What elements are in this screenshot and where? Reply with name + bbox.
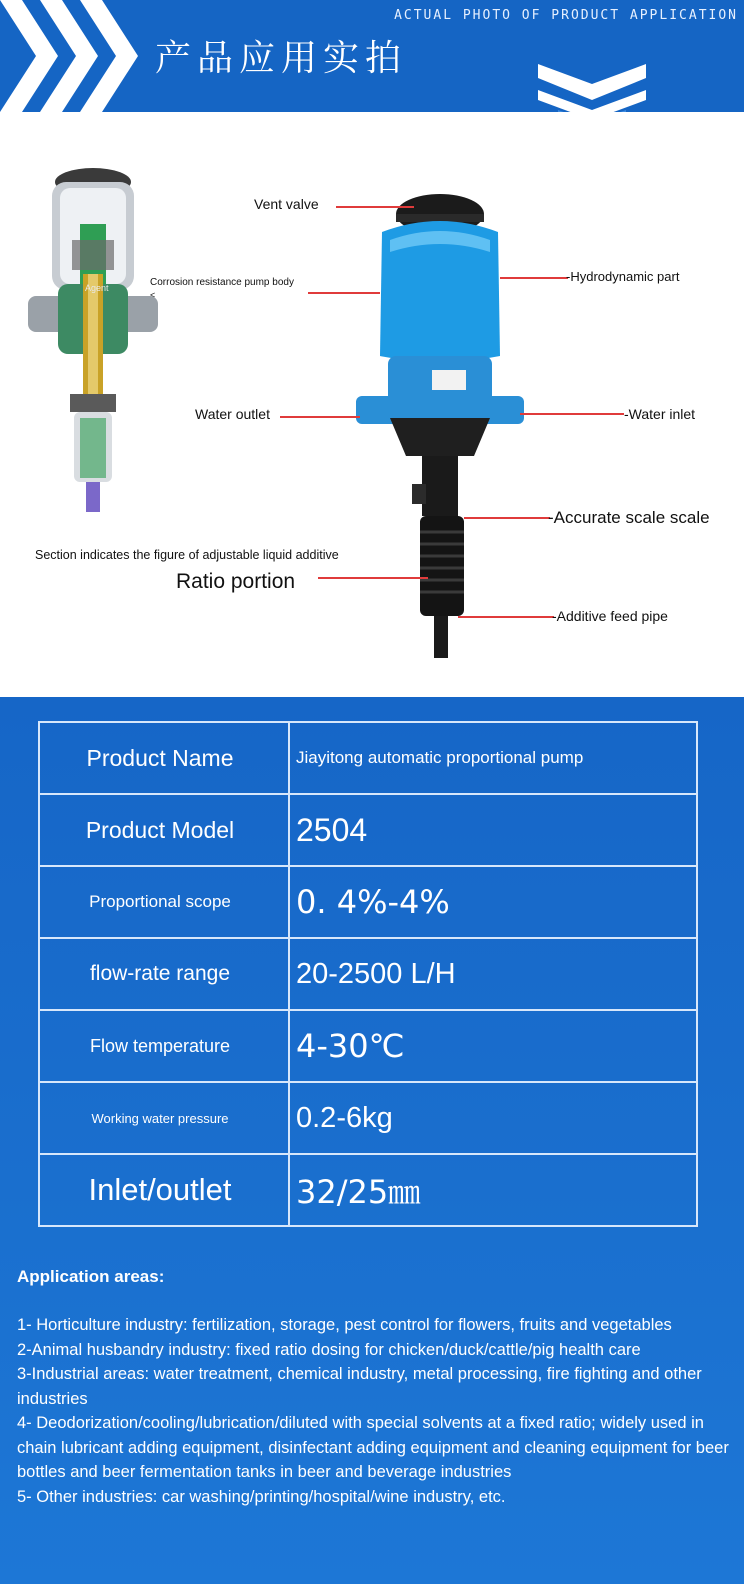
page-title: 产品应用实拍 <box>155 38 408 79</box>
header-banner <box>0 0 744 112</box>
spec-value: 0.2-6kg <box>289 1082 697 1154</box>
water-outlet-label: Water outlet <box>195 406 270 422</box>
additive-feed-label: -Additive feed pipe <box>552 608 668 624</box>
hydrodynamic-arrow <box>500 277 568 279</box>
water-outlet-arrow <box>280 416 360 418</box>
spec-key: flow-rate range <box>39 938 289 1010</box>
product-diagram <box>0 112 744 697</box>
hydrodynamic-label: -Hydrodynamic part <box>566 269 680 284</box>
table-row <box>39 1082 697 1154</box>
list-item: 5- Other industries: car washing/printing/hospital/wine industry, etc. <box>17 1487 506 1506</box>
spec-value: 0. 4%-4% <box>289 866 697 938</box>
spec-value: Jiayitong automatic proportional pump <box>289 722 697 794</box>
table-row <box>39 722 697 794</box>
spec-key: Proportional scope <box>39 866 289 938</box>
application-areas <box>17 1267 729 1509</box>
list-item: 2-Animal husbandry industry: fixed ratio dosing for chicken/duck/cattle/pig health care <box>17 1340 641 1359</box>
page-subtitle: ACTUAL PHOTO OF PRODUCT APPLICATION <box>394 8 738 23</box>
corrosion-label: Corrosion resistance pump body <box>150 277 294 288</box>
accurate-scale-arrow <box>464 517 550 519</box>
spec-key: Product Name <box>39 722 289 794</box>
table-row <box>39 1154 697 1226</box>
spec-value: 20-2500 L/H <box>289 938 697 1010</box>
table-row <box>39 866 697 938</box>
spec-value: 4-30℃ <box>289 1010 697 1082</box>
vent-valve-label: Vent valve <box>254 196 319 212</box>
list-item: 4- Deodorization/cooling/lubrication/diluted with special solvents at a fixed ratio; widely used in chain lubricant adding equipment, disinfectant adding equipment and cleaning equipment for beer bottles and beer fermentation tanks in beer and beverage industries <box>17 1414 729 1481</box>
agent-label: Agent <box>85 283 109 293</box>
list-item: 1- Horticulture industry: fertilization, storage, pest control for flowers, fruits and vegetables <box>17 1316 672 1334</box>
spec-value: 32/25㎜ <box>289 1154 697 1226</box>
table-row <box>39 938 697 1010</box>
spec-panel <box>0 697 744 1584</box>
section-note-label: Section indicates the figure of adjustable liquid additive <box>35 548 339 562</box>
spec-key: Working water pressure <box>39 1082 289 1154</box>
ratio-portion-arrow <box>318 577 428 579</box>
spec-table <box>38 721 698 1227</box>
application-heading: Application areas: <box>17 1267 165 1286</box>
spec-key: Product Model <box>39 794 289 866</box>
spec-key: Inlet/outlet <box>39 1154 289 1226</box>
spec-key: Flow temperature <box>39 1010 289 1082</box>
vent-valve-arrow <box>336 206 414 208</box>
spec-value: 2504 <box>289 794 697 866</box>
water-inlet-arrow <box>520 413 624 415</box>
water-inlet-label: -Water inlet <box>624 406 696 422</box>
accurate-scale-label: -Accurate scale scale <box>548 508 710 527</box>
pump-product-image <box>350 192 530 662</box>
additive-feed-arrow <box>458 616 554 618</box>
table-row <box>39 794 697 866</box>
ratio-portion-label: Ratio portion <box>176 570 296 593</box>
list-item: 3-Industrial areas: water treatment, chemical industry, metal processing, fire fighting and other industries <box>17 1365 702 1408</box>
chevron-down-icon <box>538 64 646 112</box>
pump-cross-section-image <box>28 164 158 534</box>
chevron-stripes-icon <box>0 0 160 112</box>
corrosion-mark: < <box>150 290 156 300</box>
corrosion-arrow <box>308 292 380 294</box>
table-row <box>39 1010 697 1082</box>
